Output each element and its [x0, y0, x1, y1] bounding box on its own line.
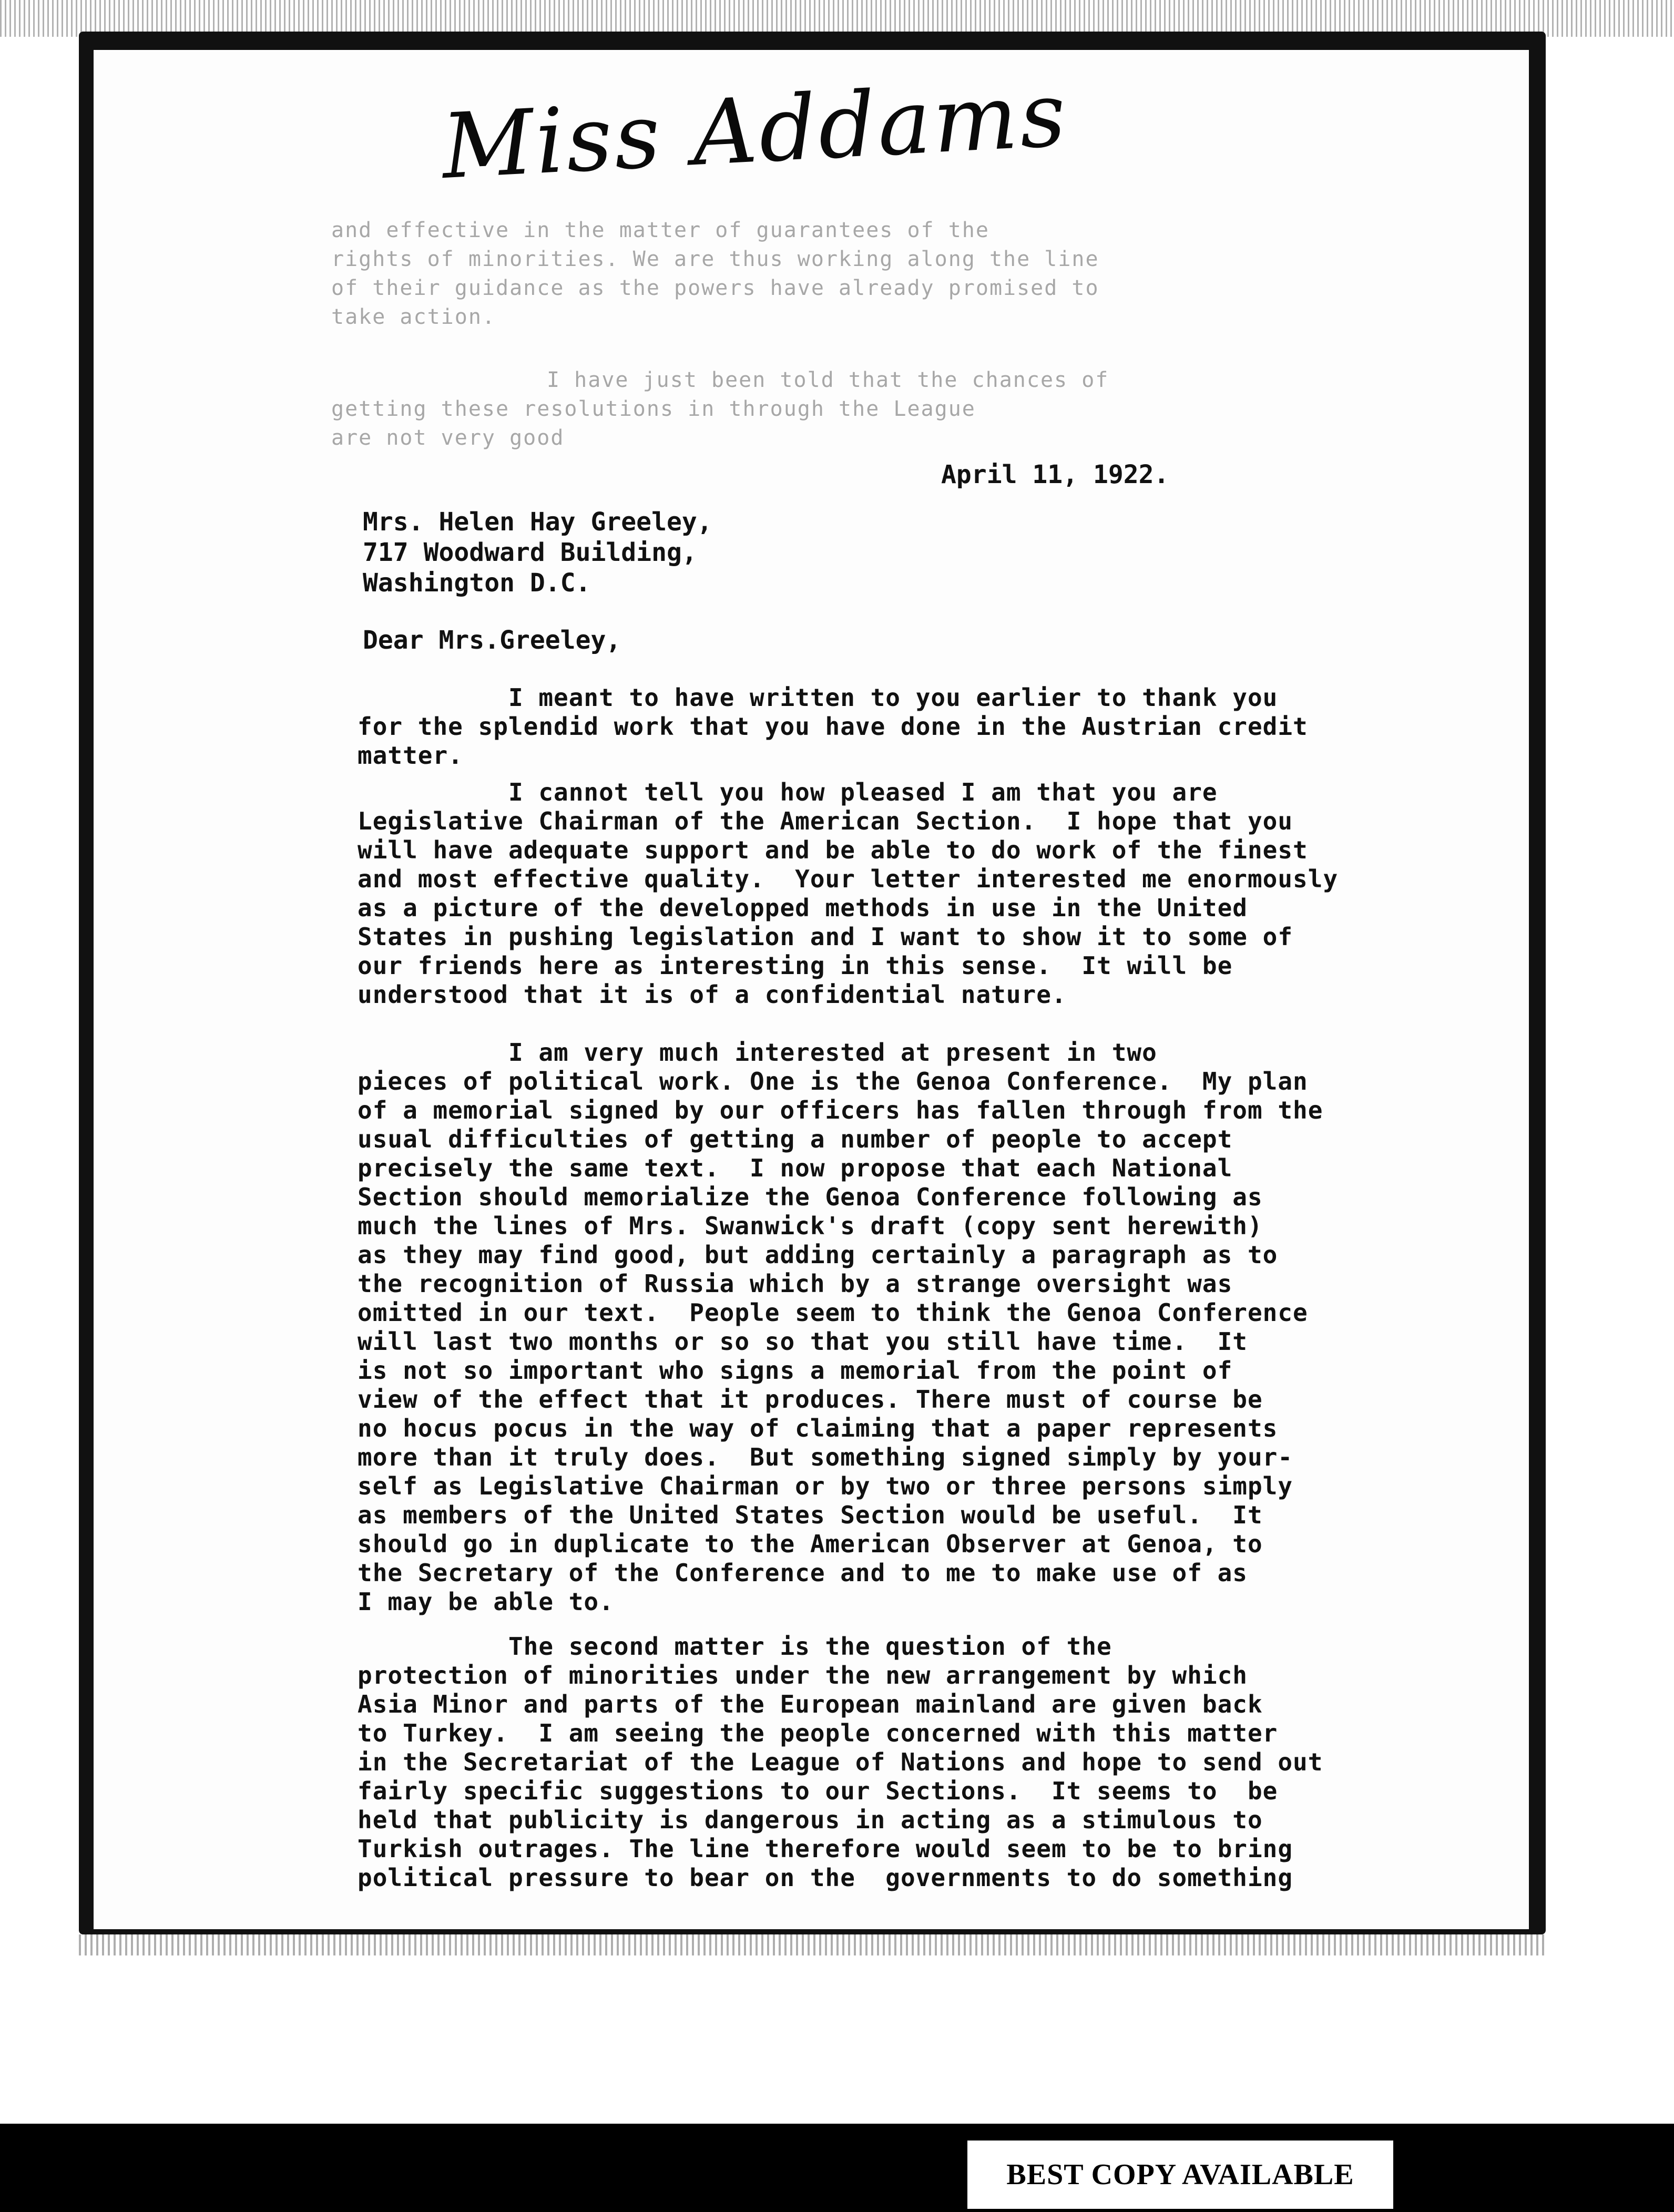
- body-line: held that publicity is dangerous in acting as a stimulous to: [358, 1806, 1263, 1834]
- bleed-through-line: take action.: [331, 305, 496, 329]
- bleed-through-line: of their guidance as the powers have already promised to: [331, 276, 1099, 300]
- body-line: no hocus pocus in the way of claiming that a paper represents: [358, 1414, 1278, 1442]
- body-line: The second matter is the question of the: [358, 1632, 1112, 1661]
- body-line: States in pushing legislation and I want to show it to some of: [358, 923, 1293, 951]
- body-line: understood that it is of a confidential nature.: [358, 980, 1067, 1009]
- scanner-bottom-band: [0, 2124, 1674, 2212]
- bleed-through-line: I have just been told that the chances of: [547, 368, 1109, 392]
- body-line: as a picture of the developped methods in use in the United: [358, 894, 1248, 922]
- body-line: and most effective quality. Your letter interested me enormously: [358, 865, 1339, 893]
- bleed-through-line: and effective in the matter of guarantees of the: [331, 218, 989, 242]
- body-line: the Secretary of the Conference and to me to make use of as: [358, 1559, 1248, 1587]
- bleed-through-line: rights of minorities. We are thus working along the line: [331, 247, 1099, 271]
- body-line: should go in duplicate to the American Observer at Genoa, to: [358, 1530, 1263, 1558]
- body-line: Turkish outrages. The line therefore would seem to be to bring: [358, 1835, 1293, 1863]
- body-line: pieces of political work. One is the Genoa Conference. My plan: [358, 1067, 1308, 1095]
- bleed-through-line: getting these resolutions in through the League: [331, 397, 976, 421]
- body-line: I cannot tell you how pleased I am that you are: [358, 778, 1218, 806]
- body-line: our friends here as interesting in this sense. It will be: [358, 951, 1233, 980]
- handwritten-name: Miss Addams: [439, 62, 1070, 200]
- body-line: I may be able to.: [358, 1588, 614, 1616]
- body-line: of a memorial signed by our officers has fallen through from the: [358, 1096, 1323, 1124]
- body-line: the recognition of Russia which by a strange oversight was: [358, 1269, 1233, 1298]
- best-copy-stamp: [967, 2141, 1393, 2209]
- body-line: precisely the same text. I now propose that each National: [358, 1154, 1233, 1182]
- body-line: I am very much interested at present in two: [358, 1038, 1157, 1067]
- body-line: view of the effect that it produces. There must of course be: [358, 1385, 1263, 1414]
- body-line: fairly specific suggestions to our Sections. It seems to be: [358, 1777, 1278, 1805]
- recipient-address-2: Washington D.C.: [363, 568, 591, 598]
- body-line: omitted in our text. People seem to think the Genoa Conference: [358, 1298, 1308, 1327]
- body-line: will last two months or so so that you still have time. It: [358, 1327, 1248, 1356]
- body-line: I meant to have written to you earlier to thank you: [358, 683, 1278, 712]
- body-line: much the lines of Mrs. Swanwick's draft (copy sent herewith): [358, 1212, 1263, 1240]
- bleed-through-line: are not very good: [331, 426, 565, 450]
- body-line: self as Legislative Chairman or by two or three persons simply: [358, 1472, 1293, 1500]
- body-line: Asia Minor and parts of the European mainland are given back: [358, 1690, 1263, 1718]
- body-line: Legislative Chairman of the American Section. I hope that you: [358, 807, 1293, 835]
- scan-noise-bottom: [79, 1934, 1546, 1955]
- body-line: as they may find good, but adding certainly a paragraph as to: [358, 1241, 1278, 1269]
- body-line: as members of the United States Section would be useful. It: [358, 1501, 1263, 1529]
- body-line: to Turkey. I am seeing the people concerned with this matter: [358, 1719, 1278, 1747]
- recipient-name: Mrs. Helen Hay Greeley,: [363, 507, 712, 537]
- body-line: will have adequate support and be able to do work of the finest: [358, 836, 1308, 864]
- body-line: matter.: [358, 741, 463, 770]
- body-line: is not so important who signs a memorial from the point of: [358, 1356, 1233, 1385]
- salutation: Dear Mrs.Greeley,: [363, 626, 621, 655]
- best-copy-label: BEST COPY AVAILABLE: [1006, 2158, 1354, 2191]
- body-line: usual difficulties of getting a number of people to accept: [358, 1125, 1233, 1153]
- body-line: protection of minorities under the new arrangement by which: [358, 1661, 1248, 1689]
- body-line: Section should memorialize the Genoa Conference following as: [358, 1183, 1263, 1211]
- recipient-address-1: 717 Woodward Building,: [363, 538, 697, 567]
- body-line: political pressure to bear on the governments to do something: [358, 1863, 1293, 1892]
- body-line: for the splendid work that you have done in the Austrian credit: [358, 712, 1308, 741]
- letter-date: April 11, 1922.: [941, 460, 1169, 489]
- body-line: in the Secretariat of the League of Nations and hope to send out: [358, 1748, 1323, 1776]
- body-line: more than it truly does. But something signed simply by your-: [358, 1443, 1293, 1471]
